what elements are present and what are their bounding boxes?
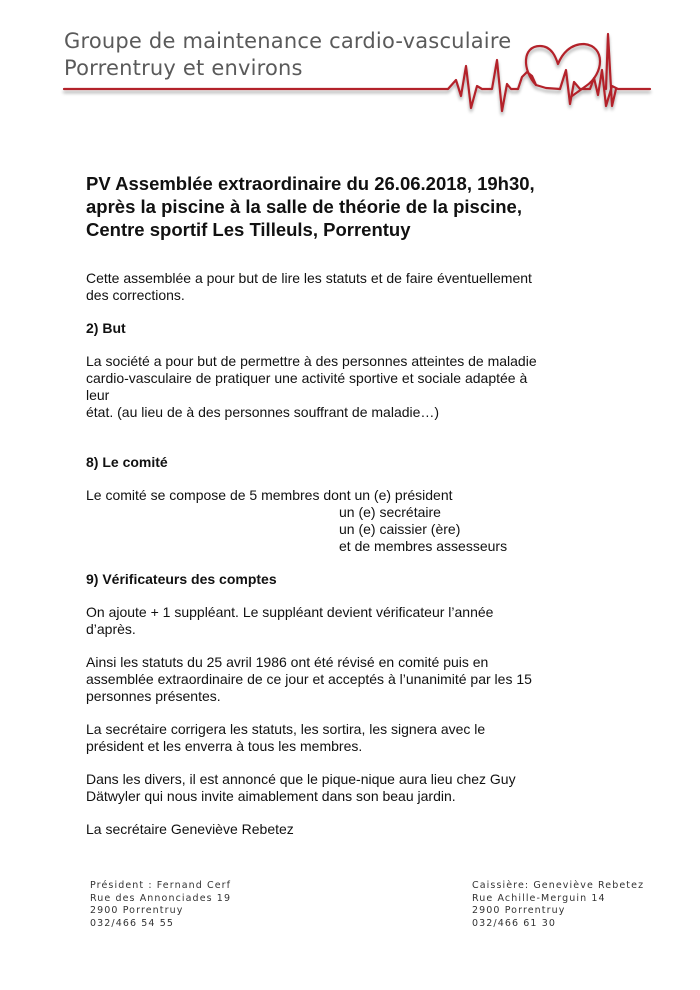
but-line-4: état. (au lieu de à des personnes souffrant de maladie…) xyxy=(86,404,440,420)
verificateurs-paragraph xyxy=(86,604,556,638)
footer-left-line-3: 2900 Porrentruy xyxy=(90,905,184,916)
section-heading-but: 2) But xyxy=(86,320,126,336)
footer-left-line-4: 032/466 54 55 xyxy=(90,917,174,929)
footer-right-line-1: Caissière: Geneviève Rebetez xyxy=(472,880,645,891)
footer-treasurer-contact xyxy=(472,880,644,930)
section-heading-verificateurs: 9) Vérificateurs des comptes xyxy=(86,571,277,587)
signature: La secrétaire Geneviève Rebetez xyxy=(86,821,294,837)
section-heading-comite: 8) Le comité xyxy=(86,454,168,470)
ecg-line xyxy=(64,34,650,111)
document-body xyxy=(86,270,556,838)
comite-line-1: Le comité se compose de 5 membres dont un (e) président xyxy=(86,487,453,503)
footer-left-line-2: Rue des Annonciades 19 xyxy=(90,892,232,904)
intro-line-2: des corrections. xyxy=(86,287,185,303)
statuts-line-3: personnes présentes. xyxy=(86,688,221,704)
footer-president-contact xyxy=(90,880,231,930)
document-title xyxy=(86,172,646,241)
organization-name-line-1: Groupe de maintenance cardio-vasculaire xyxy=(64,29,512,53)
statuts-paragraph xyxy=(86,654,556,705)
comite-line-4: et de membres assesseurs xyxy=(339,538,508,554)
title-line-1: PV Assemblée extraordinaire du 26.06.2018, 19h30, xyxy=(86,173,535,194)
secr-line-2: président et les enverra à tous les membres. xyxy=(86,738,363,754)
ecg-heart-logo-icon xyxy=(0,0,700,140)
statuts-line-2: assemblée extraordinaire de ce jour et acceptés à l’unanimité par les 15 xyxy=(86,671,532,687)
verif-line-1: On ajoute + 1 suppléant. Le suppléant devient vérificateur l’année xyxy=(86,604,494,620)
but-line-2: cardio-vasculaire de pratiquer une activité sportive et sociale adaptée à xyxy=(86,370,528,386)
footer-right-line-3: 2900 Porrentruy xyxy=(472,905,566,916)
title-line-3: Centre sportif Les Tilleuls, Porrentuy xyxy=(86,219,411,240)
footer-right-line-2: Rue Achille-Merguin 14 xyxy=(472,892,606,904)
secretaire-paragraph xyxy=(86,721,556,755)
statuts-line-1: Ainsi les statuts du 25 avril 1986 ont été révisé en comité puis en xyxy=(86,654,489,670)
intro-paragraph xyxy=(86,270,556,304)
letterhead xyxy=(0,0,700,140)
footer-left-line-1: Président : Fernand Cerf xyxy=(90,880,232,891)
divers-line-1: Dans les divers, il est annoncé que le pique-nique aura lieu chez Guy xyxy=(86,771,516,787)
verif-line-2: d’après. xyxy=(86,621,136,637)
organization-name-line-2: Porrentruy et environs xyxy=(64,56,303,80)
comite-paragraph xyxy=(86,487,556,555)
but-paragraph xyxy=(86,353,556,421)
footer-right-line-4: 032/466 61 30 xyxy=(472,917,556,929)
but-line-3: leur xyxy=(86,387,110,403)
divers-paragraph xyxy=(86,771,556,805)
secr-line-1: La secrétaire corrigera les statuts, les sortira, les signera avec le xyxy=(86,721,486,737)
comite-line-2: un (e) secrétaire xyxy=(339,504,441,520)
comite-line-3: un (e) caissier (ère) xyxy=(339,521,461,537)
title-line-2: après la piscine à la salle de théorie de la piscine, xyxy=(86,196,522,217)
intro-line-1: Cette assemblée a pour but de lire les statuts et de faire éventuellement xyxy=(86,270,532,286)
but-line-1: La société a pour but de permettre à des personnes atteintes de maladie xyxy=(86,353,537,369)
divers-line-2: Dätwyler qui nous invite aimablement dans son beau jardin. xyxy=(86,788,456,804)
